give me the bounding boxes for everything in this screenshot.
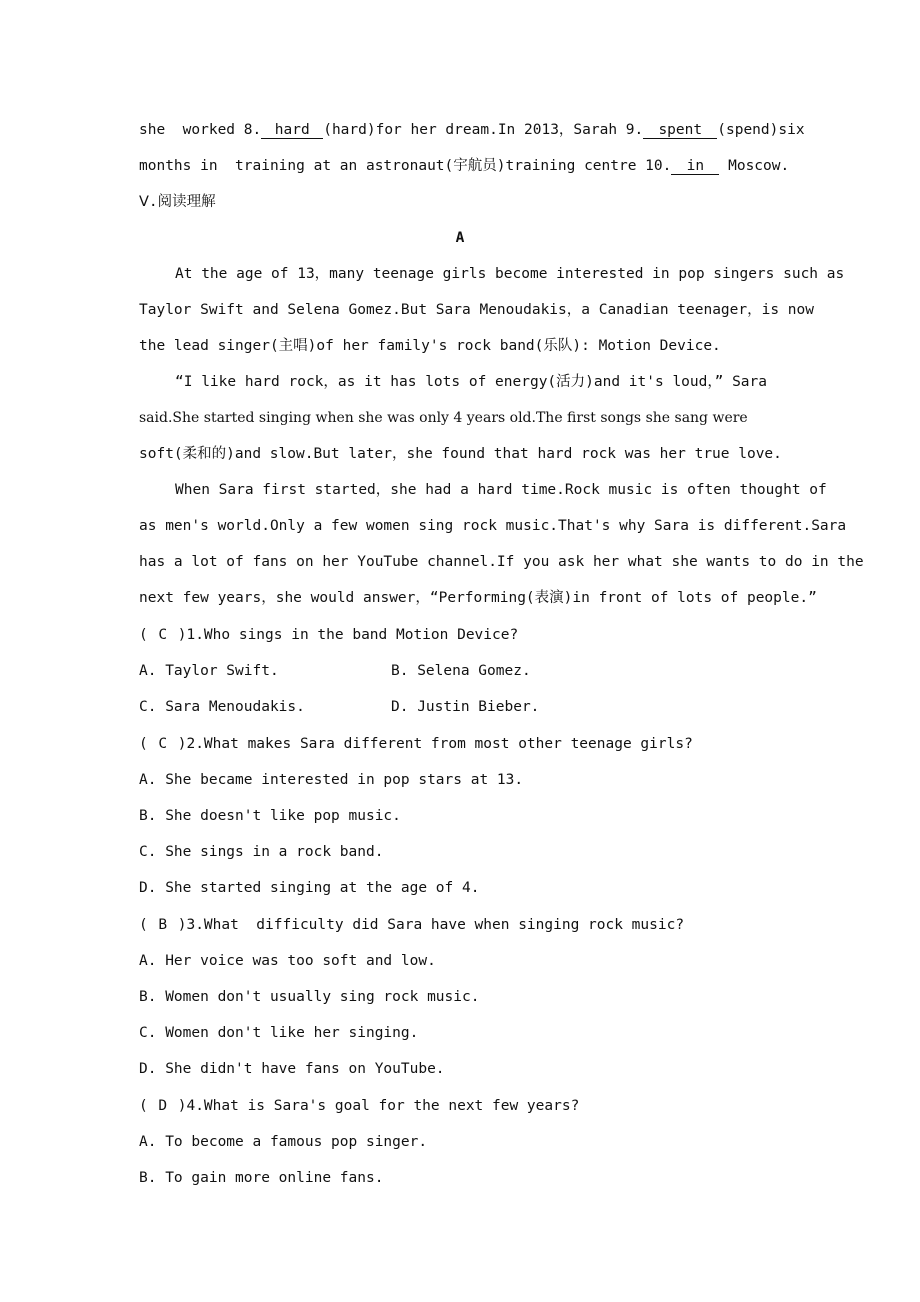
question-1: ( C )1.Who sings in the band Motion Device?	[139, 627, 519, 643]
question-4-answer: D	[158, 1098, 168, 1114]
passage-line: next few years，she would answer，“Performing(表演)in front of lots of people.”	[139, 590, 817, 606]
question-2: ( C )2.What makes Sara different from most other teenage girls?	[139, 736, 693, 752]
passage-line: has a lot of fans on her YouTube channel.If you ask her what she wants to do in the	[139, 554, 864, 570]
cloze-text: she worked 8.	[139, 122, 262, 138]
passage-heading: A	[455, 230, 465, 246]
passage-line: “I like hard rock，as it has lots of energy(活力)and it's loud，” Sara	[175, 374, 767, 390]
passage-line: At the age of 13，many teenage girls become interested in pop singers such as	[175, 266, 845, 282]
question-4-stem: 4.What is Sara's goal for the next few years?	[186, 1098, 580, 1114]
question-1-stem: 1.Who sings in the band Motion Device?	[186, 627, 519, 643]
cloze-line-1	[139, 120, 805, 140]
cloze-text: Moscow.	[719, 158, 790, 174]
blank-8-answer: hard	[261, 122, 323, 139]
option-row	[139, 661, 279, 681]
blank-10-answer: in	[671, 158, 719, 175]
question-2-stem: 2.What makes Sara different from most other teenage girls?	[186, 736, 693, 752]
option-a: A. To become a famous pop singer.	[139, 1134, 428, 1150]
question-3: ( B )3.What difficulty did Sara have when singing rock music?	[139, 917, 685, 933]
passage-line: When Sara first started，she had a hard time.Rock music is often thought of	[175, 482, 827, 498]
option-a: A. Her voice was too soft and low.	[139, 953, 436, 969]
cloze-text: (spend)six	[717, 122, 805, 138]
option-d: D. She didn't have fans on YouTube.	[139, 1061, 445, 1077]
option-c: C. Women don't like her singing.	[139, 1025, 419, 1041]
blank-9-answer: spent	[643, 122, 717, 139]
cloze-line-2	[139, 156, 789, 176]
cloze-text: (hard)for her dream.In 2013，Sarah 9.	[323, 122, 644, 138]
option-b: B. To gain more online fans.	[139, 1170, 384, 1186]
question-3-answer: B	[158, 917, 168, 933]
option-c: C. Sara Menoudakis.	[139, 699, 305, 715]
question-3-stem: 3.What difficulty did Sara have when singing rock music?	[186, 917, 685, 933]
option-d: D. She started singing at the age of 4.	[139, 880, 480, 896]
option-a: A. Taylor Swift.	[139, 663, 279, 679]
question-2-answer: C	[158, 736, 168, 752]
question-4: ( D )4.What is Sara's goal for the next few years?	[139, 1098, 580, 1114]
option-b: B. Women don't usually sing rock music.	[139, 989, 480, 1005]
passage-line: soft(柔和的)and slow.But later，she found that hard rock was her true love.	[139, 446, 782, 462]
option-d: D. Justin Bieber.	[391, 699, 540, 715]
option-b: B. She doesn't like pop music.	[139, 808, 401, 824]
section-title: Ⅴ.阅读理解	[139, 194, 216, 210]
passage-line: the lead singer(主唱)of her family's rock band(乐队): Motion Device.	[139, 338, 721, 354]
option-c: C. She sings in a rock band.	[139, 844, 384, 860]
option-a: A. She became interested in pop stars at 13.	[139, 772, 524, 788]
question-1-answer: C	[158, 627, 168, 643]
passage-line: Taylor Swift and Selena Gomez.But Sara Menoudakis，a Canadian teenager，is now	[139, 302, 815, 318]
cloze-text: months in training at an astronaut(宇航员)training centre 10.	[139, 158, 672, 174]
option-b: B. Selena Gomez.	[391, 663, 531, 679]
passage-line: said.She started singing when she was only 4 years old.The first songs she sang were	[139, 410, 748, 426]
passage-line: as men's world.Only a few women sing rock music.That's why Sara is different.Sara	[139, 518, 847, 534]
